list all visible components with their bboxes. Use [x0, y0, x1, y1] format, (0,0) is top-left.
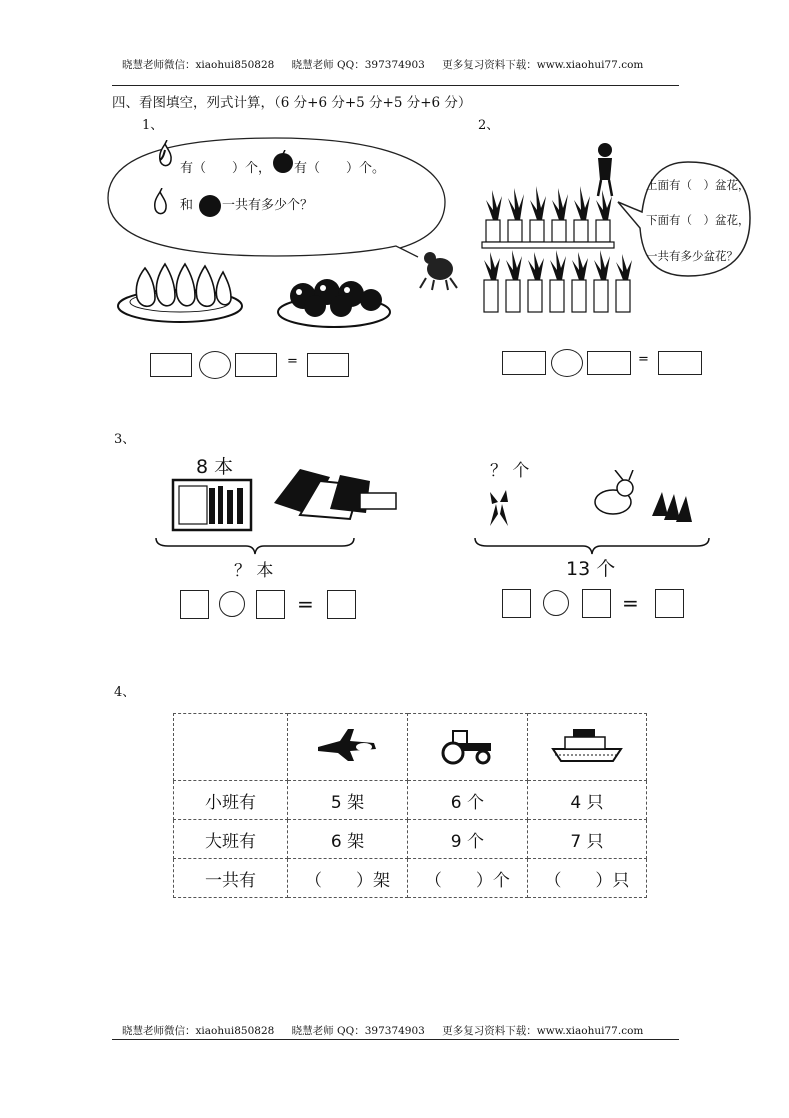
table-corner-cell [174, 714, 288, 781]
q3-right-operator-circle[interactable] [543, 590, 569, 616]
q2-number: 2、 [478, 118, 500, 133]
q1-question-text: 一共有多少个？ [222, 198, 314, 213]
table-cell: 6 个 [407, 781, 527, 820]
answer-cell[interactable]: （ ）架 [288, 859, 408, 898]
header-rule [112, 85, 679, 86]
row-label: 大班有 [174, 820, 288, 859]
ship-icon [549, 725, 625, 765]
bookshelf-image [171, 478, 253, 532]
q2-answer-box-1[interactable] [502, 351, 546, 375]
q3-right-result-box[interactable] [655, 589, 684, 618]
q1-answer-box-2[interactable] [235, 353, 277, 377]
q1-result-box[interactable] [307, 353, 349, 377]
q3-left-result-box[interactable] [327, 590, 356, 619]
q3-right-equals-sign: = [622, 591, 639, 615]
row-label: 一共有 [174, 859, 288, 898]
header-qq: 晓慧老师 QQ：397374903 [291, 59, 425, 71]
carrots-pile-icon [648, 486, 696, 528]
q3-left-top-label: 8 本 [196, 456, 234, 478]
q4-table [173, 713, 647, 898]
apple-plate-image [275, 262, 393, 332]
footer-rule [112, 1039, 679, 1040]
table-row [174, 820, 647, 859]
q1-apple-count-text: 有（ ）个。 [294, 161, 386, 176]
q3-left-brace [154, 536, 356, 556]
carrots-bunch-icon [482, 484, 516, 530]
footer-download: 更多复习资料下载：www.xiaohui77.com [442, 1025, 644, 1037]
q2-equals-sign: = [638, 352, 649, 367]
airplane-column-header [288, 714, 408, 781]
footer-qq: 晓慧老师 QQ：397374903 [291, 1025, 425, 1037]
ship-column-header [527, 714, 646, 781]
q1-equals-sign: = [287, 354, 298, 369]
footer-wechat: 晓慧老师微信：xiaohui850828 [122, 1025, 275, 1037]
answer-cell[interactable]: （ ）个 [407, 859, 527, 898]
pear-icon [155, 140, 175, 170]
books-pile-image [270, 463, 400, 523]
tractor-column-header [407, 714, 527, 781]
table-row [174, 781, 647, 820]
q1-and-text: 和 [180, 198, 194, 213]
table-row [174, 859, 647, 898]
q3-right-bottom-label: 13 个 [566, 558, 616, 580]
header-download: 更多复习资料下载：www.xiaohui77.com [442, 59, 644, 71]
table-cell: 4 只 [527, 781, 646, 820]
q2-bubble-line-3: 一共有多少盆花？ [646, 249, 738, 263]
q3-right-answer-box-2[interactable] [582, 589, 611, 618]
pear-icon [150, 188, 170, 218]
q2-answer-box-2[interactable] [587, 351, 631, 375]
q2-bubble-line-1: 上面有（ ）盆花， [646, 178, 750, 192]
q2-operator-circle[interactable] [551, 349, 583, 377]
q3-right-brace [473, 536, 713, 556]
bug-character-icon [412, 244, 466, 294]
q3-left-answer-box-1[interactable] [180, 590, 209, 619]
q4-number: 4、 [114, 685, 136, 700]
q3-left-bottom-label: ？ 本 [234, 561, 274, 581]
q1-answer-box-1[interactable] [150, 353, 192, 377]
page-footer [122, 1023, 657, 1038]
q1-number: 1、 [142, 118, 164, 133]
q2-bubble-line-2: 下面有（ ）盆花， [646, 213, 750, 227]
page-header [122, 57, 657, 72]
q3-right-answer-box-1[interactable] [502, 589, 531, 618]
table-cell: 7 只 [527, 820, 646, 859]
q3-right-top-label: ？ 个 [490, 461, 530, 481]
table-cell: 6 架 [288, 820, 408, 859]
rabbit-icon [585, 470, 645, 520]
apple-icon [272, 150, 294, 174]
table-cell: 9 个 [407, 820, 527, 859]
q2-result-box[interactable] [658, 351, 702, 375]
q1-operator-circle[interactable] [199, 351, 231, 379]
pear-plate-image [115, 254, 245, 326]
apple-icon [198, 192, 222, 218]
q1-pear-count-text: 有（ ）个， [180, 161, 272, 176]
table-cell: 5 架 [288, 781, 408, 820]
header-wechat: 晓慧老师微信：xiaohui850828 [122, 59, 275, 71]
q3-left-answer-box-2[interactable] [256, 590, 285, 619]
row-label: 小班有 [174, 781, 288, 820]
section-title: 四、看图填空，列式计算，（6 分+6 分+5 分+5 分+6 分） [112, 95, 472, 111]
q3-left-operator-circle[interactable] [219, 591, 245, 617]
table-header-row [174, 714, 647, 781]
answer-cell[interactable]: （ ）只 [527, 859, 646, 898]
q3-number: 3、 [114, 432, 136, 447]
airplane-icon [314, 727, 380, 763]
q3-left-equals-sign: = [297, 592, 314, 616]
tractor-icon [437, 725, 497, 765]
